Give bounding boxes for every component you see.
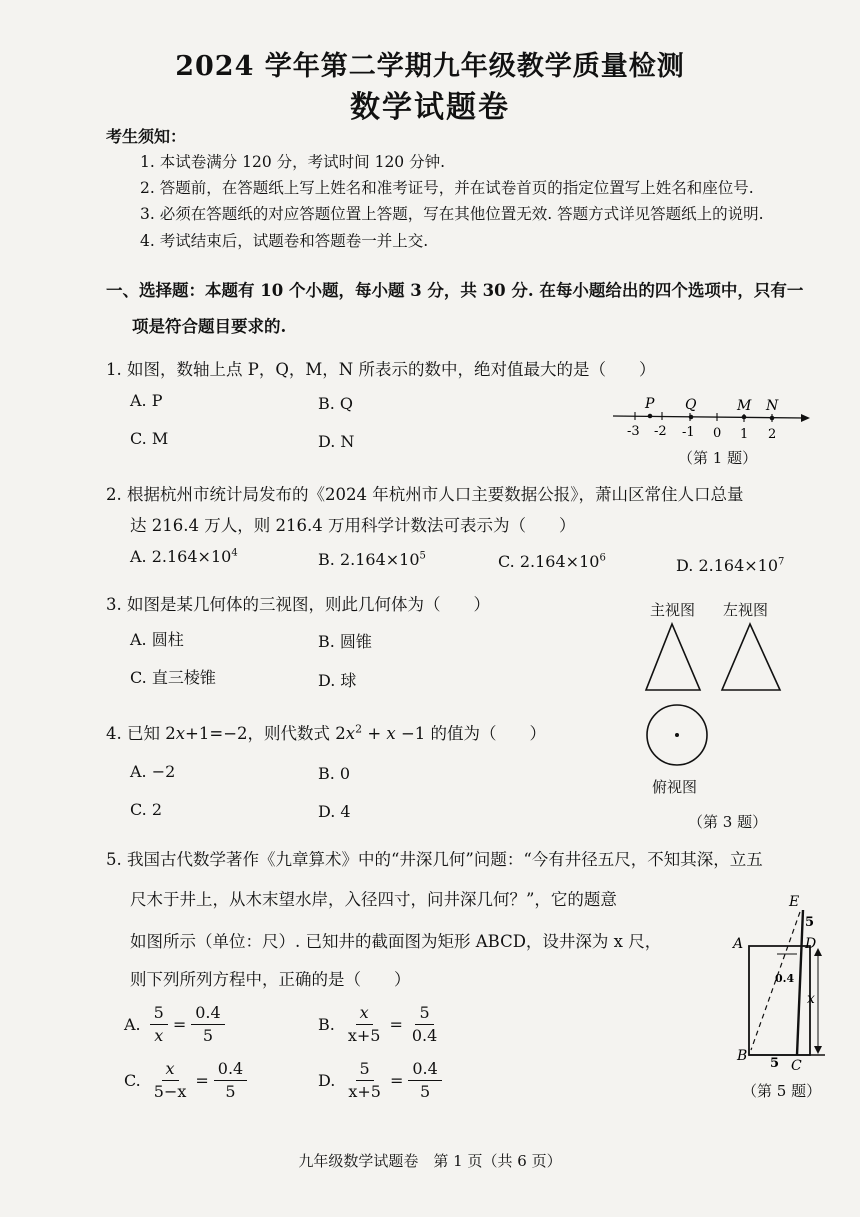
tick-label: -2 xyxy=(654,424,667,439)
q5-stem-line4: 则下列所列方程中，正确的是（ ） xyxy=(130,970,411,989)
q4-option-a: A. −2 xyxy=(130,762,176,781)
notice-item: 1. 本试卷满分 120 分，考试时间 120 分钟. xyxy=(140,153,446,171)
left-view-label: 左视图 xyxy=(723,601,769,619)
page-footer: 九年级数学试题卷 第 1 页（共 6 页） xyxy=(298,1152,562,1170)
label-bc-length: 5 xyxy=(770,1056,780,1071)
q4-option-b: B. 0 xyxy=(318,764,351,783)
q1-option-d: D. N xyxy=(318,432,355,451)
q1-option-b: B. Q xyxy=(318,394,354,413)
tick-label: -3 xyxy=(627,424,640,439)
number-line-figure xyxy=(605,392,820,444)
tick-label: -1 xyxy=(682,425,695,440)
point-label-q: Q xyxy=(685,397,697,413)
q2-option-d: D. $2.164\times 10^7$ xyxy=(676,556,785,575)
three-views-triangles xyxy=(640,620,790,700)
tick-label: 1 xyxy=(740,427,749,442)
label-c: C xyxy=(791,1058,802,1074)
q3-option-d: D. 球 xyxy=(318,671,357,690)
section-heading-line2: 项是符合题目要求的. xyxy=(132,317,287,336)
q5-option-b: B. $\frac{x}{x+5}$ = $\frac{5}{0.4}$ xyxy=(318,1003,438,1045)
notice-heading: 考生须知： xyxy=(106,127,187,146)
q3-option-a: A. 圆柱 xyxy=(130,630,184,649)
q5-stem-line3: 如图所示（单位：尺）. 已知井的截面图为矩形 ABCD，设井深为 x 尺， xyxy=(130,932,662,951)
front-view-label: 主视图 xyxy=(650,601,696,619)
q4-stem: 4. 已知 2x+1=−2，则代数式 $2x^2 + x -1$ 的值为（ ） xyxy=(106,722,547,743)
q2-stem-line1: 2. 根据杭州市统计局发布的《2024 年杭州市人口主要数据公报》，萧山区常住人口总量 xyxy=(106,485,744,504)
q2-option-a: A. $2.164\times 10^4$ xyxy=(130,547,238,566)
q5-option-a: A. $\frac{5}{x}$ = $\frac{0.4}{5}$ xyxy=(124,1002,228,1047)
tick-label: 0 xyxy=(713,426,722,441)
q2-option-b: B. $2.164\times 10^5$ xyxy=(318,550,426,569)
q4-option-c: C. 2 xyxy=(130,800,163,819)
label-b: B xyxy=(737,1048,748,1064)
q1-option-c: C. M xyxy=(130,429,169,448)
exam-subtitle: 数学试题卷 xyxy=(350,90,510,125)
section-heading-line1: 一、选择题：本题有 10 个小题，每小题 3 分，共 30 分. 在每小题给出的四个选项中，只有一 xyxy=(106,281,804,300)
well-figure xyxy=(725,890,835,1080)
label-ed-length: 5 xyxy=(805,915,815,930)
q1-caption: （第 1 题） xyxy=(678,449,758,467)
notice-item: 4. 考试结束后，试题卷和答题卷一并上交. xyxy=(140,232,429,250)
point-label-n: N xyxy=(766,398,779,414)
point-label-m: M xyxy=(737,398,752,414)
label-d: D xyxy=(805,936,817,952)
q1-stem: 1. 如图，数轴上点 P，Q，M，N 所表示的数中，绝对值最大的是（ ） xyxy=(106,360,656,379)
label-a: A xyxy=(733,936,744,952)
exam-title: 2024 学年第二学期九年级教学质量检测 xyxy=(175,51,685,82)
q3-option-b: B. 圆锥 xyxy=(318,632,372,651)
q1-option-a: A. P xyxy=(130,391,163,410)
notice-item: 3. 必须在答题纸的对应答题位置上答题，写在其他位置无效. 答题方式详见答题纸上的说明. xyxy=(140,205,764,223)
q3-stem: 3. 如图是某几何体的三视图，则此几何体为（ ） xyxy=(106,595,490,614)
q3-option-c: C. 直三棱锥 xyxy=(130,668,216,687)
label-e: E xyxy=(789,894,800,910)
q5-option-d: D. $\frac{5}{x+5}$ = $\frac{0.4}{5}$ xyxy=(318,1058,445,1103)
q2-option-c: C. $2.164\times 10^6$ xyxy=(498,552,606,571)
q5-stem-line1: 5. 我国古代数学著作《九章算术》中的“井深几何”问题：“今有井径五尺，不知其深，立五 xyxy=(106,850,763,869)
q5-stem-line2: 尺木于井上，从木末望水岸，入径四寸，问井深几何？”，它的题意 xyxy=(130,890,617,909)
q3-caption: （第 3 题） xyxy=(688,813,768,831)
top-view-label: 俯视图 xyxy=(652,778,698,796)
top-view-circle xyxy=(640,700,720,770)
q4-option-d: D. 4 xyxy=(318,802,351,821)
tick-label: 2 xyxy=(768,427,777,442)
notice-item: 2. 答题前，在答题纸上写上姓名和准考证号，并在试卷首页的指定位置写上姓名和座位号. xyxy=(140,179,754,197)
q5-caption: （第 5 题） xyxy=(742,1082,822,1100)
point-label-p: P xyxy=(645,396,655,412)
label-inner-length: 0.4 xyxy=(775,972,795,985)
label-x: x xyxy=(807,991,815,1007)
q2-stem-line2: 达 216.4 万人，则 216.4 万用科学计数法可表示为（ ） xyxy=(130,516,576,535)
q5-option-c: C. $\frac{x}{5-x}$ = $\frac{0.4}{5}$ xyxy=(124,1058,250,1103)
